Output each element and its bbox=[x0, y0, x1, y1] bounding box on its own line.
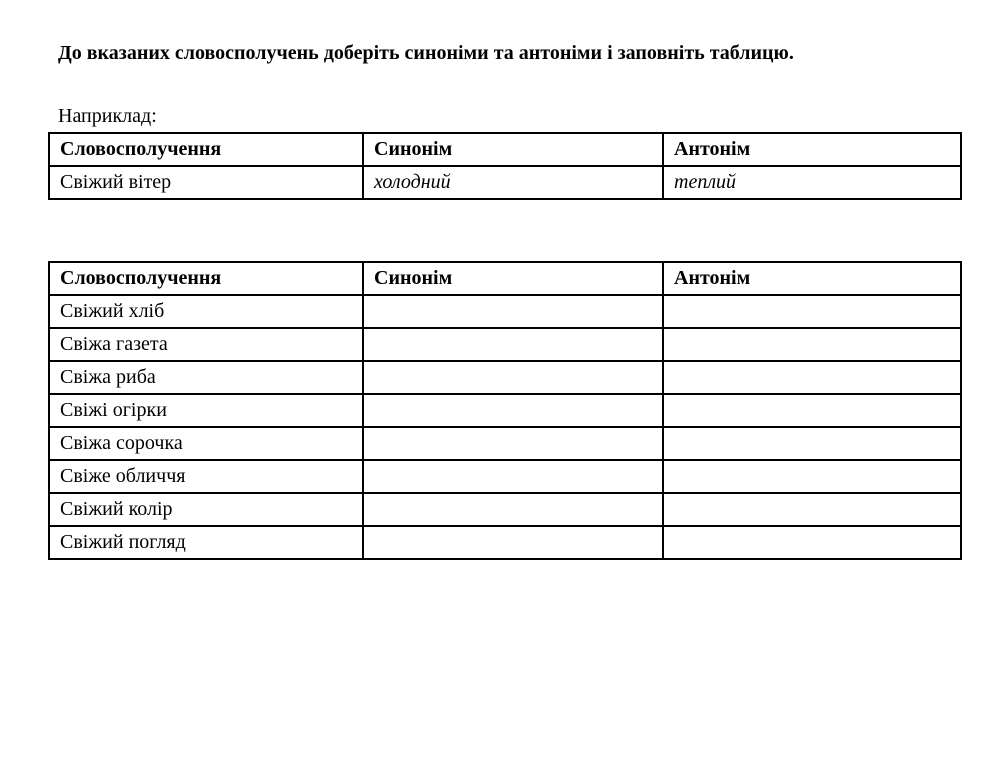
antonym-cell[interactable] bbox=[663, 361, 961, 394]
exercise-table bbox=[48, 261, 962, 560]
phrase-cell: Свіжий погляд bbox=[49, 526, 363, 559]
synonym-cell[interactable] bbox=[363, 460, 663, 493]
synonym-cell[interactable] bbox=[363, 427, 663, 460]
antonym-cell[interactable] bbox=[663, 460, 961, 493]
antonym-cell[interactable] bbox=[663, 295, 961, 328]
antonym-cell[interactable] bbox=[663, 328, 961, 361]
table-row bbox=[49, 394, 961, 427]
table-row bbox=[49, 460, 961, 493]
antonym-cell[interactable] bbox=[663, 493, 961, 526]
table-row bbox=[49, 526, 961, 559]
example-table bbox=[48, 132, 962, 200]
table-row bbox=[49, 295, 961, 328]
exercise-header-row bbox=[49, 262, 961, 295]
phrase-cell: Свіжі огірки bbox=[49, 394, 363, 427]
header-phrase: Словосполучення bbox=[49, 262, 363, 295]
antonym-cell[interactable] bbox=[663, 526, 961, 559]
synonym-cell[interactable] bbox=[363, 493, 663, 526]
header-antonym: Антонім bbox=[663, 133, 961, 166]
header-phrase: Словосполучення bbox=[49, 133, 363, 166]
phrase-cell: Свіжий хліб bbox=[49, 295, 363, 328]
example-label: Наприклад: bbox=[58, 105, 157, 127]
task-instruction: До вказаних словосполучень доберіть синоніми та антоніми і заповніть таблицю. bbox=[58, 42, 794, 64]
table-row bbox=[49, 427, 961, 460]
antonym-cell[interactable] bbox=[663, 427, 961, 460]
table-row bbox=[49, 493, 961, 526]
example-antonym: теплий bbox=[663, 166, 961, 199]
example-row bbox=[49, 166, 961, 199]
header-synonym: Синонім bbox=[363, 133, 663, 166]
synonym-cell[interactable] bbox=[363, 295, 663, 328]
phrase-cell: Свіжа риба bbox=[49, 361, 363, 394]
example-header-row bbox=[49, 133, 961, 166]
phrase-cell: Свіжий колір bbox=[49, 493, 363, 526]
synonym-cell[interactable] bbox=[363, 361, 663, 394]
synonym-cell[interactable] bbox=[363, 526, 663, 559]
phrase-cell: Свіже обличчя bbox=[49, 460, 363, 493]
header-synonym: Синонім bbox=[363, 262, 663, 295]
table-row bbox=[49, 328, 961, 361]
phrase-cell: Свіжа газета bbox=[49, 328, 363, 361]
synonym-cell[interactable] bbox=[363, 394, 663, 427]
example-phrase: Свіжий вітер bbox=[49, 166, 363, 199]
antonym-cell[interactable] bbox=[663, 394, 961, 427]
table-row bbox=[49, 361, 961, 394]
header-antonym: Антонім bbox=[663, 262, 961, 295]
example-synonym: холодний bbox=[363, 166, 663, 199]
phrase-cell: Свіжа сорочка bbox=[49, 427, 363, 460]
synonym-cell[interactable] bbox=[363, 328, 663, 361]
